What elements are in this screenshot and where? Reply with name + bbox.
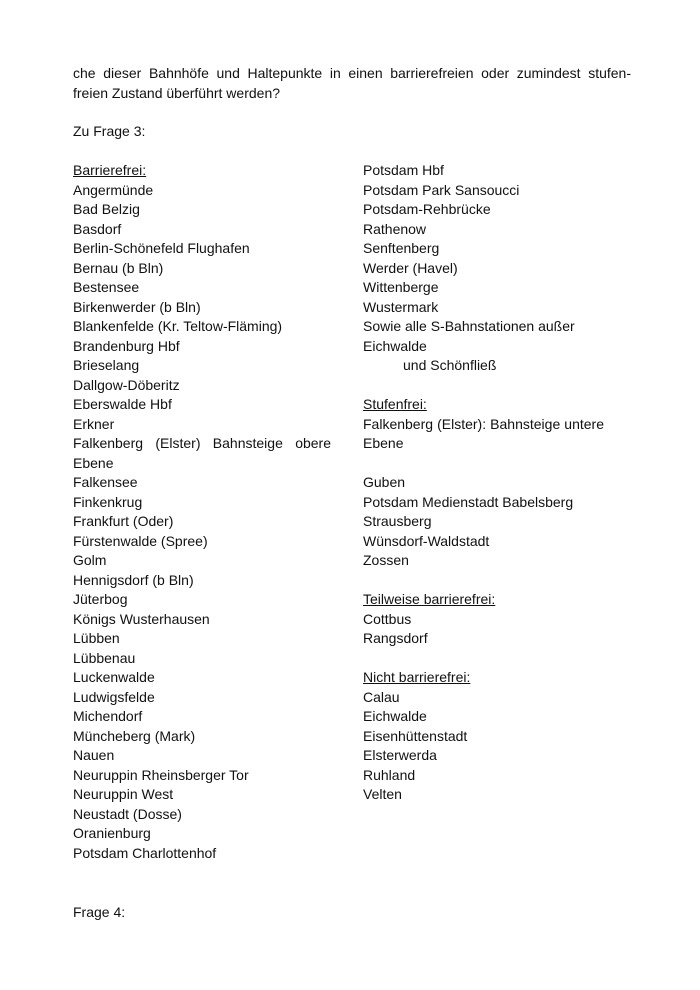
- table-row: [73, 161, 633, 181]
- table-row: [73, 805, 633, 825]
- table-row: [73, 298, 633, 318]
- table-row: [73, 337, 633, 357]
- station-name: Wustermark: [363, 298, 439, 315]
- station-name: Birkenwerder (b Bln): [73, 298, 201, 315]
- intro-line-2: freien Zustand überführt werden?: [73, 85, 281, 101]
- intro-line-1: che dieser Bahnhöfe und Haltepunkte in einen barrierefreien oder zumindest stufen-: [73, 65, 631, 81]
- table-row: [73, 493, 633, 513]
- table-row: [73, 824, 633, 844]
- station-name: Sowie alle S-Bahnstationen außer: [363, 318, 575, 334]
- table-row: [73, 746, 633, 766]
- station-name: Neustadt (Dosse): [73, 805, 182, 822]
- section-label: Zu Frage 3:: [73, 123, 146, 139]
- empty-cell: [363, 844, 633, 864]
- station-name: Potsdam-Rehbrücke: [363, 201, 491, 217]
- station-name: Erkner: [73, 415, 115, 432]
- station-name: Nauen: [73, 747, 115, 763]
- station-name: Frankfurt (Oder): [73, 513, 174, 529]
- station-name: Velten: [363, 786, 402, 802]
- station-name: Berlin-Schönefeld Flughafen: [73, 240, 250, 256]
- station-name: Lübbenau: [73, 649, 136, 666]
- station-name: Neuruppin West: [73, 786, 174, 802]
- table-row: [73, 571, 633, 591]
- station-name: Rathenow: [363, 220, 427, 237]
- station-name: Potsdam Charlottenhof: [73, 844, 217, 861]
- empty-cell: [363, 376, 633, 396]
- station-name: Angermünde: [73, 181, 154, 198]
- station-name: Eichwalde: [363, 708, 427, 724]
- intro-paragraph: [73, 63, 631, 103]
- table-row: [73, 532, 633, 552]
- table-row: [73, 200, 633, 220]
- station-name: Eberswalde Hbf: [73, 396, 172, 412]
- station-name: Blankenfelde (Kr. Teltow-Fläming): [73, 318, 283, 334]
- empty-cell: [363, 824, 633, 844]
- station-name: Rangsdorf: [363, 630, 428, 646]
- station-name: Oranienburg: [73, 825, 151, 841]
- station-name: Neuruppin Rheinsberger Tor: [73, 766, 249, 783]
- station-name: und Schönfließ: [403, 357, 497, 373]
- category-heading: Stufenfrei:: [363, 396, 427, 412]
- station-name: Guben: [363, 474, 406, 490]
- table-row: [73, 220, 633, 240]
- station-name: Luckenwalde: [73, 669, 155, 685]
- station-name: Ruhland: [363, 766, 416, 783]
- station-name: Falkenberg (Elster): Bahnsteige untere: [363, 415, 604, 432]
- station-name: Calau: [363, 688, 400, 705]
- station-name: Michendorf: [73, 708, 143, 724]
- table-row: [73, 239, 633, 259]
- station-name: Potsdam Hbf: [363, 162, 444, 178]
- station-name: Wittenberge: [363, 279, 439, 295]
- table-row: [73, 317, 633, 337]
- table-row: [73, 785, 633, 805]
- table-row: [73, 610, 633, 630]
- station-name: Ebene: [73, 454, 114, 471]
- station-name: Strausberg: [363, 513, 432, 529]
- table-row: [73, 415, 633, 435]
- table-row: [73, 649, 633, 669]
- station-name: Dallgow-Döberitz: [73, 376, 180, 393]
- table-row: [73, 181, 633, 201]
- empty-cell: [363, 649, 633, 669]
- station-name: Hennigsdorf (b Bln): [73, 571, 194, 588]
- station-name: Bad Belzig: [73, 201, 140, 217]
- station-name: Jüterbog: [73, 591, 128, 607]
- station-name: Bestensee: [73, 279, 140, 295]
- footer-label: Frage 4:: [73, 904, 126, 920]
- table-row: [73, 844, 633, 864]
- station-name: Bernau (b Bln): [73, 259, 164, 276]
- station-name: Falkensee: [73, 474, 138, 490]
- table-row: [73, 668, 633, 688]
- table-row: [73, 551, 633, 571]
- station-name: Senftenberg: [363, 240, 440, 256]
- empty-cell: [363, 571, 633, 591]
- station-name: Wünsdorf-Waldstadt: [363, 532, 490, 549]
- table-row: [73, 707, 633, 727]
- station-name: Potsdam Medienstadt Babelsberg: [363, 493, 574, 510]
- table-row: [73, 259, 633, 279]
- station-name: Brandenburg Hbf: [73, 337, 180, 354]
- station-name: Cottbus: [363, 610, 412, 627]
- station-name: Potsdam Park Sansoucci: [363, 181, 520, 198]
- station-name: Eichwalde: [363, 337, 427, 354]
- station-name: Müncheberg (Mark): [73, 727, 196, 744]
- table-row: [73, 434, 633, 454]
- station-name: Elsterwerda: [363, 747, 437, 763]
- empty-cell: [363, 454, 633, 474]
- table-row: [73, 278, 633, 298]
- table-row: [73, 473, 633, 493]
- table-row: [73, 688, 633, 708]
- station-name: Finkenkrug: [73, 493, 143, 510]
- table-row: [73, 356, 633, 376]
- station-name: Golm: [73, 552, 107, 568]
- table-row: [73, 766, 633, 786]
- station-name: Lübben: [73, 630, 120, 646]
- table-row: [73, 629, 633, 649]
- station-name: Fürstenwalde (Spree): [73, 532, 208, 549]
- table-row: [73, 590, 633, 610]
- station-name: Zossen: [363, 552, 409, 568]
- category-heading: Nicht barrierefrei:: [363, 669, 471, 685]
- station-name: Ludwigsfelde: [73, 688, 155, 705]
- table-row: [73, 376, 633, 396]
- empty-cell: [363, 805, 633, 825]
- table-row: [73, 395, 633, 415]
- station-name: Brieselang: [73, 357, 140, 373]
- category-heading: Barrierefrei:: [73, 162, 147, 178]
- table-row: [73, 512, 633, 532]
- station-name: Königs Wusterhausen: [73, 610, 210, 627]
- station-name: Falkenberg (Elster) Bahnsteige obere: [73, 435, 331, 451]
- station-rows: [73, 161, 633, 863]
- station-name: Ebene: [363, 435, 404, 451]
- station-name: Basdorf: [73, 220, 122, 237]
- table-row: [73, 454, 633, 474]
- category-heading: Teilweise barrierefrei:: [363, 591, 496, 607]
- station-name: Werder (Havel): [363, 259, 458, 276]
- table-row: [73, 727, 633, 747]
- station-name: Eisenhüttenstadt: [363, 727, 468, 744]
